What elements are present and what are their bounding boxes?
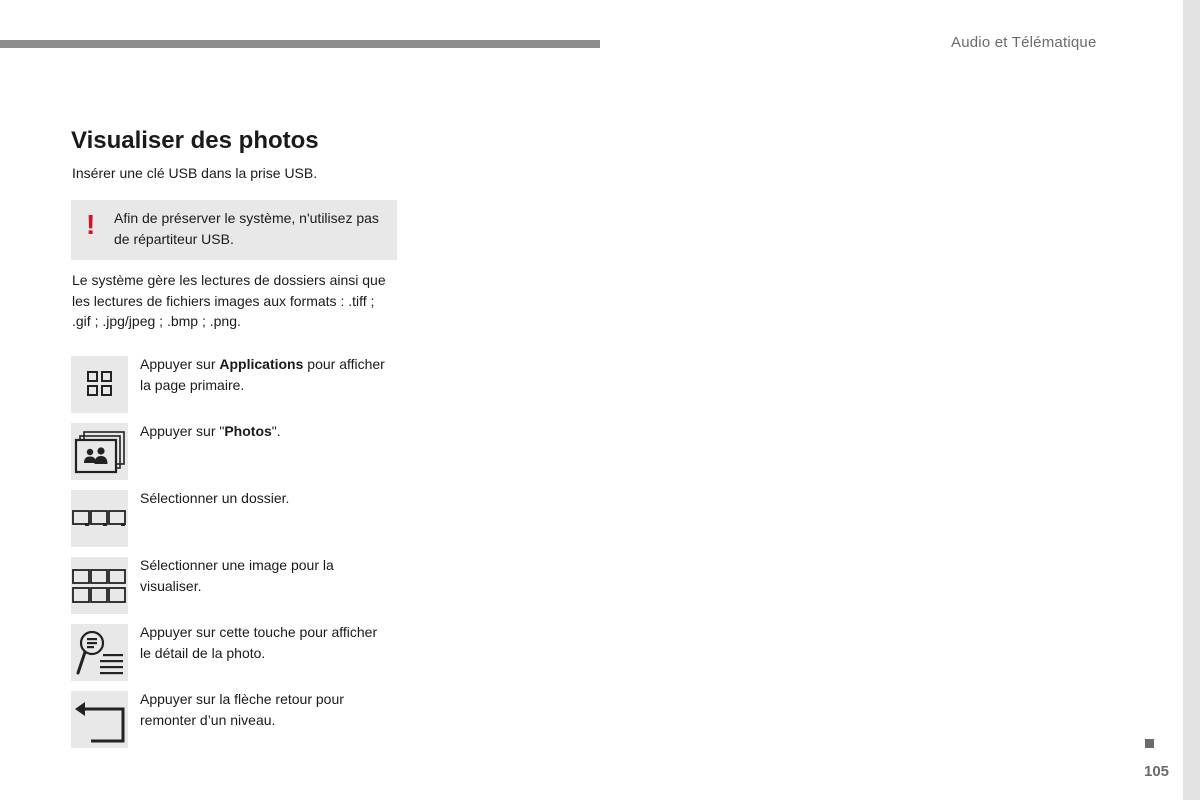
supported-formats-text: Le système gère les lectures de dossiers ainsi que les lectures de fichiers images aux formats : .tiff ; .gif ; .jpg/jpeg ; .bmp ; .png. (72, 272, 386, 329)
step-text: Sélectionner un dossier. (140, 490, 290, 506)
page-number: 105 (1144, 763, 1170, 780)
step-select-image (71, 557, 401, 615)
step-text: Appuyer sur "Photos". (140, 423, 281, 439)
warning-text: Afin de préserver le système, n'utilisez pas de répartiteur USB. (114, 210, 379, 247)
warning-box (71, 200, 397, 260)
step-text: Appuyer sur Applications pour afficher la page primaire. (140, 356, 385, 393)
photo-detail-icon (71, 624, 128, 681)
step-photo-detail (71, 624, 401, 682)
page-edge-bar (1183, 0, 1200, 800)
step-photos (71, 423, 401, 481)
step-select-folder (71, 490, 401, 548)
folder-list-icon (71, 490, 128, 547)
step-text: Appuyer sur la flèche retour pour remonter d’un niveau. (140, 691, 344, 728)
end-of-section-marker (1145, 739, 1154, 748)
image-grid-icon (71, 557, 128, 614)
step-text: Sélectionner une image pour la visualiser. (140, 557, 334, 594)
step-applications (71, 356, 401, 414)
applications-grid-icon (71, 356, 128, 413)
page-title: Visualiser des photos (71, 127, 319, 154)
step-back (71, 691, 401, 749)
step-text: Appuyer sur cette touche pour afficher le détail de la photo. (140, 624, 378, 661)
exclamation-icon: ! (86, 209, 96, 240)
back-arrow-icon (71, 691, 128, 748)
photos-icon (71, 423, 128, 480)
section-label: Audio et Télématique (951, 34, 1097, 51)
header-rule (0, 40, 600, 48)
intro-text: Insérer une clé USB dans la prise USB. (72, 165, 318, 181)
